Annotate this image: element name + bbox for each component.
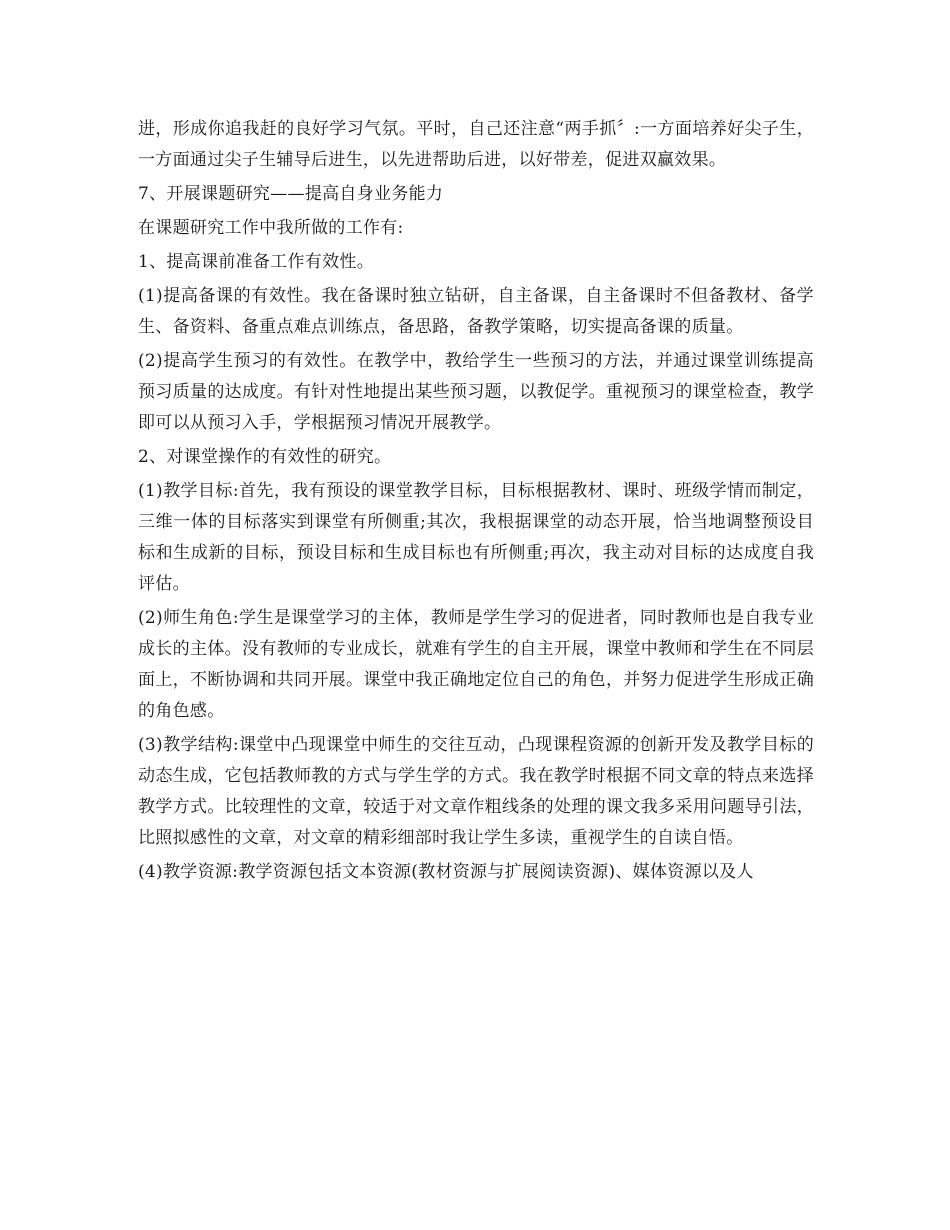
document-body	[138, 114, 814, 891]
paragraph-preview: (2)提高学生预习的有效性。在教学中，教给学生一些预习的方法，并通过课堂训练提高预习质量的达成度。有针对性地提出某些预习题，以教促学。重视预习的课堂检查，教学即可以从预习入手，学根据预习情况开展教学。	[138, 351, 814, 433]
section-heading-7: 7、开展课题研究——提高自身业务能力	[138, 184, 444, 204]
subheading-1: 1、提高课前准备工作有效性。	[138, 252, 375, 272]
subheading-2: 2、对课堂操作的有效性的研究。	[138, 447, 392, 467]
paragraph-resources: (4)教学资源:教学资源包括文本资源(教材资源与扩展阅读资源)、媒体资源以及人	[138, 862, 754, 882]
paragraph-roles: (2)师生角色:学生是课堂学习的主体，教师是学生学习的促进者，同时教师也是自我专业成长的主体。没有教师的专业成长，就难有学生的自主开展，课堂中教师和学生在不同层面上，不断协调和共同开展。课堂中我正确地定位自己的角色，并努力促进学生形成正确的角色感。	[138, 608, 814, 721]
paragraph-intro: 在课题研究工作中我所做的工作有:	[138, 218, 404, 238]
paragraph-structure: (3)教学结构:课堂中凸现课堂中师生的交往互动，凸现课程资源的创新开发及教学目标的动态生成，它包括教师教的方式与学生学的方式。我在教学时根据不同文章的特点来选择教学方式。比较理性的文章，较适于对文章作粗线条的处理的课文我多采用问题导引法，比照拟感性的文章，对文章的精彩细部时我让学生多读，重视学生的自读自悟。	[138, 735, 814, 848]
paragraph-teaching-goals: (1)教学目标:首先，我有预设的课堂教学目标，目标根据教材、课时、班级学情而制定，三维一体的目标落实到课堂有所侧重;其次，我根据课堂的动态开展，恰当地调整预设目标和生成新的目标，预设目标和生成目标也有所侧重;再次，我主动对目标的达成度自我评估。	[138, 481, 814, 594]
paragraph-lesson-prep: (1)提高备课的有效性。我在备课时独立钻研，自主备课，自主备课时不但备教材、备学生、备资料、备重点难点训练点，备思路，备教学策略，切实提高备课的质量。	[138, 286, 814, 337]
paragraph-continuation: 进，形成你追我赶的良好学习气氛。平时，自己还注意“两手抓〞:一方面培养好尖子生，一方面通过尖子生辅导后进生，以先进帮助后进，以好带差，促进双赢效果。	[138, 119, 814, 170]
